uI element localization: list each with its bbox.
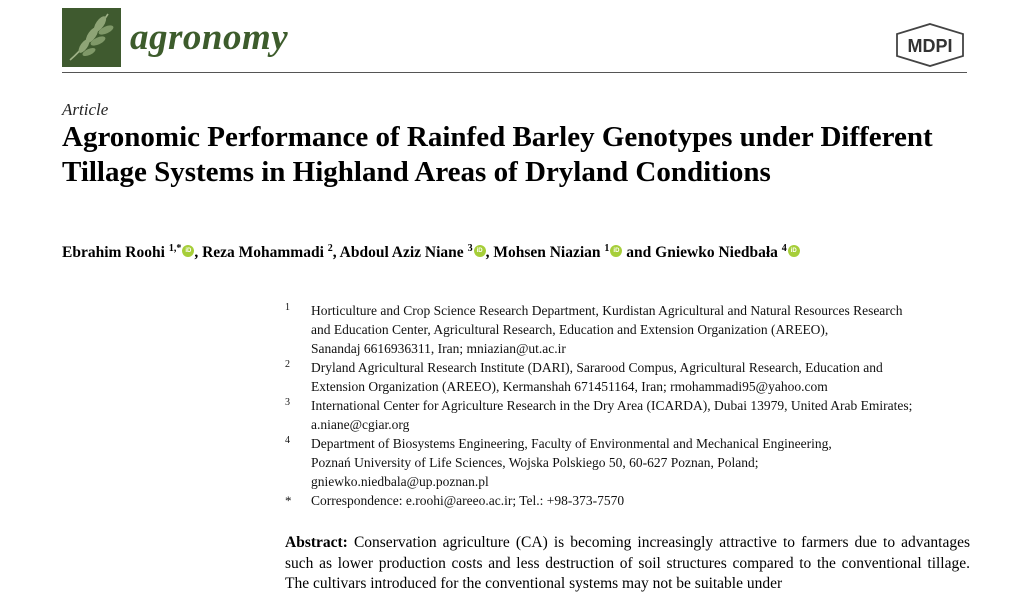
affiliation-line: gniewko.niedbala@up.poznan.pl <box>311 474 489 489</box>
orcid-icon[interactable]: iD <box>474 245 486 257</box>
affiliation-number: 1 <box>285 302 290 313</box>
affiliation-number: 3 <box>285 397 290 408</box>
author-separator: and <box>622 244 656 262</box>
author-name[interactable]: Mohsen Niazian <box>493 244 605 262</box>
affiliation-line: Department of Biosystems Engineering, Faculty of Environmental and Mechanical Engineering, <box>311 436 832 451</box>
author-name[interactable]: Gniewko Niedbała <box>655 244 782 262</box>
wheat-icon <box>62 8 121 67</box>
header-divider <box>62 72 967 73</box>
article-type: Article <box>62 100 109 119</box>
author-affiliation-mark: 2 <box>327 243 333 254</box>
author-name[interactable]: Ebrahim Roohi <box>62 244 169 262</box>
affiliation-line: Sanandaj 6616936311, Iran; mniazian@ut.ac.ir <box>311 341 566 356</box>
author-separator: , <box>332 244 340 262</box>
affiliation-item <box>285 396 975 434</box>
author-name[interactable]: Abdoul Aziz Niane <box>339 244 468 262</box>
abstract-label: Abstract: <box>285 534 348 551</box>
author-name[interactable]: Reza Mohammadi <box>202 244 328 262</box>
affiliation-line: a.niane@cgiar.org <box>311 417 410 432</box>
author-affiliation-mark: 4 <box>781 243 787 254</box>
orcid-icon[interactable]: iD <box>788 245 800 257</box>
affiliation-line: Horticulture and Crop Science Research Department, Kurdistan Agricultural and Natural Resources Research <box>311 303 903 318</box>
author-list <box>62 243 800 262</box>
author-affiliation-mark: 1,* <box>168 243 182 254</box>
journal-header <box>62 8 967 72</box>
author-separator: , <box>485 244 494 262</box>
abstract-text: Conservation agriculture (CA) is becoming increasingly attractive to farmers due to advantages such as lower production costs and less destruction of soil structures compared to the conventional tillage. The cultivars introduced for the conventional systems may not be suitable under <box>285 534 971 592</box>
author-affiliation-mark: 1 <box>604 243 610 254</box>
affiliation-item <box>285 301 975 358</box>
journal-name: agronomy <box>130 17 289 58</box>
affiliation-line: Correspondence: e.roohi@areeo.ac.ir; Tel.: +98-373-7570 <box>311 493 625 508</box>
affiliation-number: 2 <box>285 359 290 370</box>
affiliation-line: Poznań University of Life Sciences, Wojska Polskiego 50, 60-627 Poznan, Poland; <box>311 455 759 470</box>
affiliation-line: Extension Organization (AREEO), Kermanshah 671451164, Iran; rmohammadi95@yahoo.com <box>311 379 828 394</box>
affiliation-line: International Center for Agriculture Research in the Dry Area (ICARDA), Dubai 13979, United Arab Emirates; <box>311 398 913 413</box>
author-affiliation-mark: 3 <box>467 243 473 254</box>
publisher-label: MDPI <box>907 36 953 56</box>
affiliation-item <box>285 358 975 396</box>
mdpi-logo <box>893 22 967 68</box>
orcid-icon[interactable]: iD <box>610 245 622 257</box>
affiliations <box>285 301 975 510</box>
affiliation-number: * <box>285 493 292 508</box>
affiliation-number: 4 <box>285 435 290 446</box>
affiliation-line: Dryland Agricultural Research Institute (DARI), Sararood Compus, Agricultural Research, Education and <box>311 360 883 375</box>
article-title: Agronomic Performance of Rainfed Barley Genotypes under Different Tillage Systems in Highland Areas of Dryland Conditions <box>62 121 933 188</box>
journal-logo <box>62 8 121 67</box>
affiliation-line: and Education Center, Agricultural Research, Education and Extension Organization (AREEO), <box>311 322 829 337</box>
author-separator: , <box>194 244 203 262</box>
orcid-icon[interactable]: iD <box>182 245 194 257</box>
affiliation-item <box>285 434 975 491</box>
abstract <box>285 533 970 595</box>
affiliation-item <box>285 491 975 510</box>
